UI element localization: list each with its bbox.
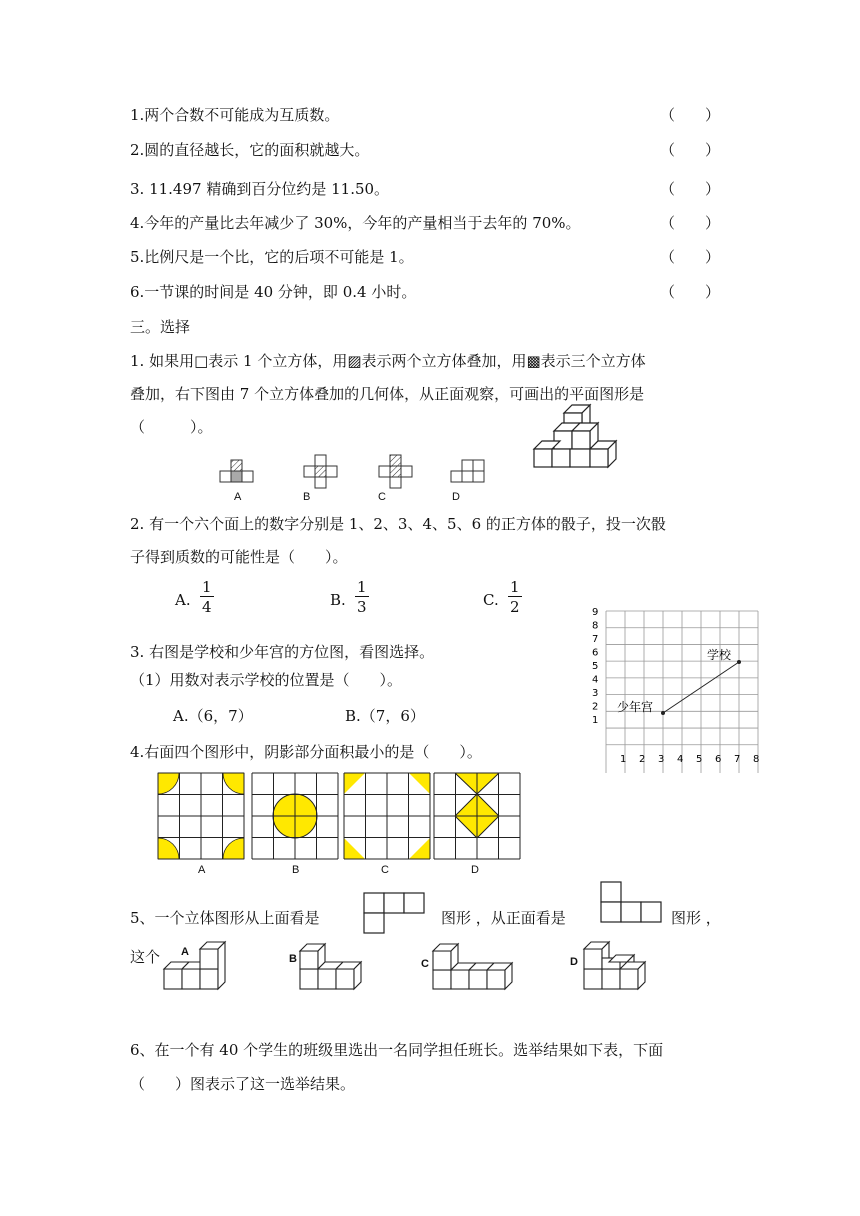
y-tick-label: 1: [592, 715, 599, 726]
x-tick-label: 1: [620, 754, 627, 765]
judgment-item-5: 5.比例尺是一个比，它的后项不可能是 1。: [130, 248, 414, 266]
q5-part2: 图形 ，从正面看是: [441, 909, 566, 927]
q6-line1: 6、在一个有 40 个学生的班级里选出一名同学担任班长。选举结果如下表，下面: [130, 1041, 664, 1059]
q5-option-d-figure[interactable]: [584, 942, 645, 989]
y-tick-label: 7: [592, 634, 599, 645]
section-title: 三。选择: [130, 318, 191, 336]
x-tick-label: 2: [639, 754, 646, 765]
judgment-item-6: 6.一节课的时间是 40 分钟，即 0.4 小时。: [130, 283, 417, 301]
q5-option-c-figure[interactable]: [433, 944, 512, 989]
y-tick-label: 8: [592, 620, 599, 632]
q3-option-b[interactable]: B.（7，6）: [345, 707, 425, 725]
youth-palace-label: 少年宫: [617, 700, 654, 714]
q2-option-b-label[interactable]: B.: [330, 591, 346, 609]
option-b-shaded-figure[interactable]: [252, 773, 338, 859]
q2-option-c-label[interactable]: C.: [483, 591, 499, 609]
q4-label-b: B: [292, 864, 300, 876]
answer-paren-1[interactable]: （ ）: [660, 106, 721, 124]
fraction-denominator: 4: [202, 598, 212, 616]
judgment-item-1: 1.两个合数不可能成为互质数。: [130, 106, 340, 124]
judgment-item-4: 4.今年的产量比去年减少了 30%，今年的产量相当于去年的 70%。: [130, 214, 581, 232]
q2-line2: 子得到质数的可能性是（ ）。: [130, 548, 348, 566]
q5-label-c: C: [421, 958, 429, 970]
y-tick-label: 6: [592, 647, 599, 659]
x-tick-label: 7: [734, 754, 741, 765]
q1-label-d: D: [452, 491, 460, 503]
q2-option-a-fraction[interactable]: [200, 578, 214, 617]
q5-label-b: B: [289, 953, 297, 965]
y-tick-label: 4: [592, 674, 599, 686]
x-tick-label: 4: [677, 754, 684, 765]
y-tick-label: 3: [592, 688, 599, 699]
option-d-shaded-figure[interactable]: [434, 773, 520, 859]
judgment-item-3: 3. 11.497 精确到百分位约是 11.50。: [130, 180, 390, 198]
q2-line1: 2. 有一个六个面上的数字分别是 1、2、3、4、5、6 的正方体的骰子，投一次骰: [130, 515, 666, 533]
option-a-figure[interactable]: [220, 460, 253, 482]
y-tick-label: 9: [592, 607, 599, 618]
q6-line2: （ ）图表示了这一选举结果。: [130, 1075, 356, 1093]
option-b-figure[interactable]: [304, 455, 337, 488]
front-view-figure: [596, 878, 666, 928]
q4-figures: [157, 772, 527, 862]
position-grid: [588, 605, 788, 775]
top-view-figure: [360, 888, 430, 938]
q1-label-c: C: [378, 491, 386, 503]
option-c-figure[interactable]: [379, 455, 412, 488]
school-label: 学校: [707, 648, 732, 662]
y-tick-label: 2: [592, 701, 599, 713]
answer-paren-2[interactable]: （ ）: [660, 141, 721, 159]
q5-option-a-figure[interactable]: [164, 942, 225, 989]
q3-line2: （1）用数对表示学校的位置是（ ）。: [130, 671, 403, 689]
fraction-numerator: 1: [510, 578, 520, 596]
option-a-shaded-figure[interactable]: [158, 773, 244, 859]
q3-option-a[interactable]: A.（6，7）: [173, 707, 253, 725]
q2-option-b-fraction[interactable]: [355, 578, 369, 617]
x-tick-label: 5: [696, 754, 703, 765]
q1-line2: 叠加，右下图由 7 个立方体叠加的几何体，从正面观察，可画出的平面图形是: [130, 385, 645, 403]
fraction-numerator: 1: [357, 578, 367, 596]
option-d-figure[interactable]: [451, 460, 484, 482]
q2-option-a-label[interactable]: A.: [175, 591, 191, 609]
answer-paren-5[interactable]: （ ）: [660, 248, 721, 266]
option-c-shaded-figure[interactable]: [344, 773, 430, 859]
q1-line3: （ ）。: [130, 418, 213, 436]
q4-line1: 4.右面四个图形中，阴影部分面积最小的是（ ）。: [130, 743, 482, 761]
fraction-denominator: 2: [510, 598, 520, 616]
answer-paren-4[interactable]: （ ）: [660, 214, 721, 232]
q5-option-b-figure[interactable]: [300, 944, 361, 989]
school-point: [737, 660, 741, 664]
judgment-item-2: 2.圆的直径越长，它的面积就越大。: [130, 141, 370, 159]
cube-stack-figure: [530, 405, 630, 490]
q5-label-a: A: [181, 946, 189, 958]
q1-label-b: B: [303, 491, 311, 503]
q5-label-d: D: [570, 956, 578, 968]
q4-label-c: C: [381, 864, 389, 876]
q2-option-c-fraction[interactable]: [508, 578, 522, 617]
answer-paren-3[interactable]: （ ）: [660, 180, 721, 198]
q5-option-figures: [160, 940, 680, 1000]
answer-paren-6[interactable]: （ ）: [660, 283, 721, 301]
x-tick-label: 6: [715, 754, 722, 765]
q4-label-a: A: [198, 864, 206, 876]
fraction-numerator: 1: [202, 578, 212, 596]
q5-part3: 图形 ，: [671, 909, 721, 927]
x-tick-label: 8: [753, 754, 760, 765]
youth-palace-point: [661, 711, 665, 715]
q1-option-figures: [210, 455, 510, 515]
x-tick-label: 3: [658, 754, 665, 765]
q5-line2: 这个: [130, 948, 161, 966]
q5-part1: 5、一个立体图形从上面看是: [130, 909, 320, 927]
q1-line1: 1. 如果用□表示 1 个立方体，用▨表示两个立方体叠加，用▩表示三个立方体: [130, 352, 646, 370]
q3-line1: 3. 右图是学校和少年宫的方位图，看图选择。: [130, 643, 435, 661]
fraction-denominator: 3: [357, 598, 367, 616]
q1-label-a: A: [234, 491, 242, 503]
q4-label-d: D: [471, 864, 479, 876]
y-tick-label: 5: [592, 661, 599, 672]
